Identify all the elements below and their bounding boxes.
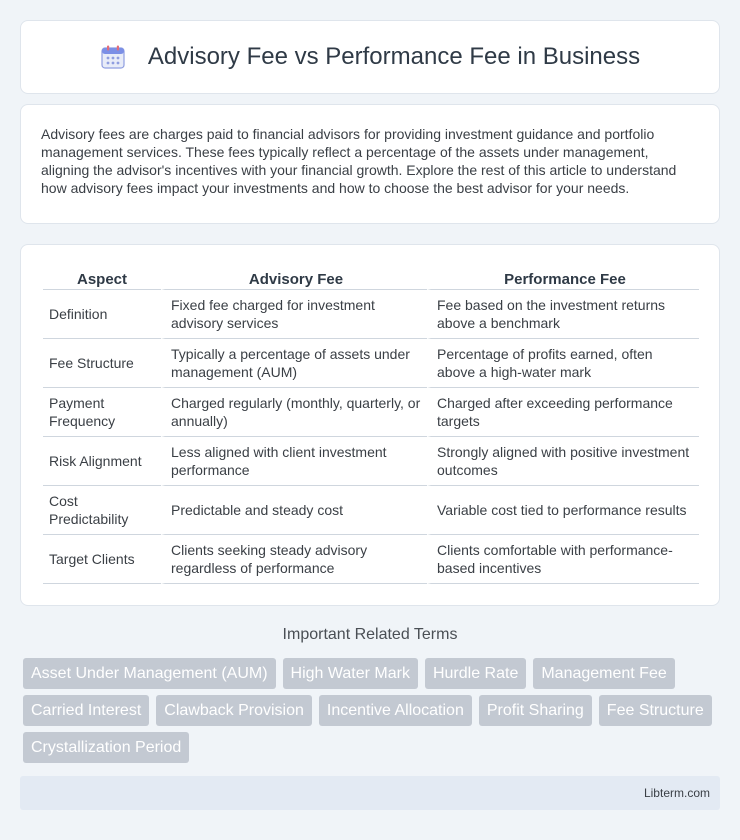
- row-advisory-fee: Typically a percentage of assets under management (AUM): [161, 339, 427, 388]
- row-advisory-fee: Fixed fee charged for investment advisory services: [161, 290, 427, 339]
- footer: [20, 776, 720, 810]
- footer-site-link[interactable]: Libterm.com: [643, 786, 710, 800]
- table-row: [43, 437, 699, 486]
- row-performance-fee: Clients comfortable with performance-based incentives: [427, 535, 699, 584]
- header-aspect: Aspect: [43, 265, 161, 290]
- row-aspect: Risk Alignment: [43, 437, 161, 486]
- intro-card: [20, 104, 720, 224]
- comparison-card: [20, 244, 720, 606]
- row-aspect: Target Clients: [43, 535, 161, 584]
- related-term-tag[interactable]: Hurdle Rate: [425, 658, 526, 689]
- row-performance-fee: Fee based on the investment returns above a benchmark: [427, 290, 699, 339]
- row-aspect: Cost Predictability: [43, 486, 161, 535]
- related-term-tag[interactable]: Profit Sharing: [479, 695, 592, 726]
- row-advisory-fee: Clients seeking steady advisory regardless of performance: [161, 535, 427, 584]
- row-performance-fee: Strongly aligned with positive investment outcomes: [427, 437, 699, 486]
- calendar-icon: [100, 44, 126, 70]
- header-advisory-fee: Advisory Fee: [161, 265, 427, 290]
- header-card: [20, 20, 720, 94]
- related-term-tag[interactable]: Asset Under Management (AUM): [23, 658, 276, 689]
- row-advisory-fee: Less aligned with client investment performance: [161, 437, 427, 486]
- row-performance-fee: Variable cost tied to performance results: [427, 486, 699, 535]
- row-advisory-fee: Predictable and steady cost: [161, 486, 427, 535]
- row-aspect: Definition: [43, 290, 161, 339]
- row-performance-fee: Percentage of profits earned, often above a high-water mark: [427, 339, 699, 388]
- row-performance-fee: Charged after exceeding performance targets: [427, 388, 699, 437]
- related-terms-list: [23, 658, 723, 769]
- header-performance-fee: Performance Fee: [427, 265, 699, 290]
- related-term-tag[interactable]: Crystallization Period: [23, 732, 189, 763]
- related-term-tag[interactable]: Management Fee: [533, 658, 674, 689]
- intro-text: Advisory fees are charges paid to financial advisors for providing investment guidance and portfolio management services. These fees typically reflect a percentage of the assets under management, aligning the advisor's incentives with your financial growth. Explore the rest of this article to understand how advisory fees impact your investments and how to choose the best advisor for your needs.: [41, 126, 677, 196]
- related-term-tag[interactable]: Fee Structure: [599, 695, 712, 726]
- row-aspect: Fee Structure: [43, 339, 161, 388]
- comparison-table: [43, 265, 699, 584]
- table-row: [43, 388, 699, 437]
- related-term-tag[interactable]: Clawback Provision: [156, 695, 312, 726]
- table-row: [43, 535, 699, 584]
- row-advisory-fee: Charged regularly (monthly, quarterly, or annually): [161, 388, 427, 437]
- related-term-tag[interactable]: Incentive Allocation: [319, 695, 472, 726]
- table-header-row: [43, 265, 699, 290]
- related-terms-title: Important Related Terms: [282, 626, 458, 643]
- related-term-tag[interactable]: High Water Mark: [283, 658, 418, 689]
- table-row: [43, 486, 699, 535]
- table-row: [43, 339, 699, 388]
- page-title: Advisory Fee vs Performance Fee in Business: [147, 43, 641, 70]
- table-row: [43, 290, 699, 339]
- related-term-tag[interactable]: Carried Interest: [23, 695, 149, 726]
- row-aspect: Payment Frequency: [43, 388, 161, 437]
